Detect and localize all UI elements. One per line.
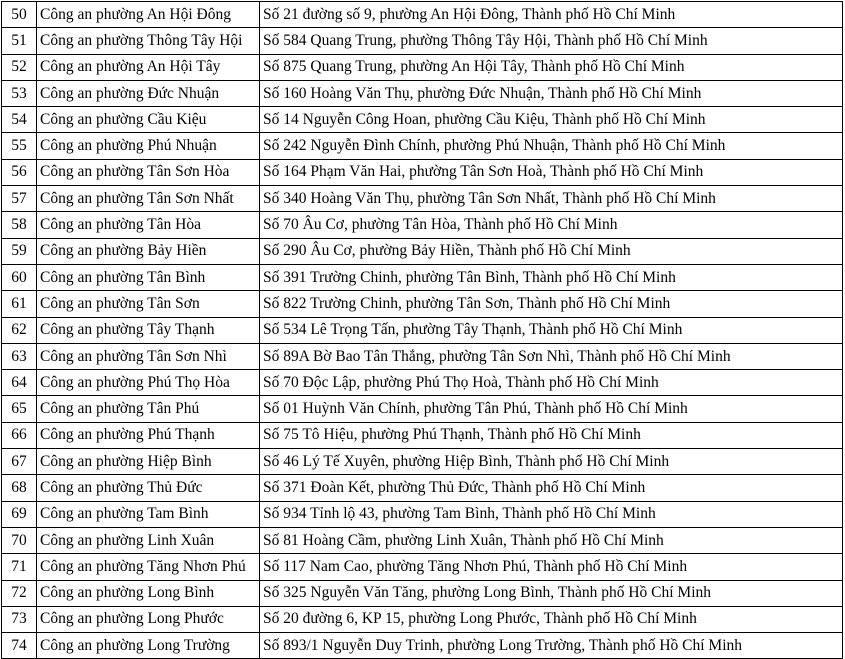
station-address-cell: Số 822 Trường Chinh, phường Tân Sơn, Thành phố Hồ Chí Minh (260, 291, 843, 317)
row-number-cell: 52 (2, 54, 37, 80)
table-row (2, 133, 843, 159)
station-address-cell: Số 584 Quang Trung, phường Thông Tây Hội, Thành phố Hồ Chí Minh (260, 28, 843, 54)
row-number-cell: 58 (2, 212, 37, 238)
row-number-cell: 67 (2, 449, 37, 475)
station-address-cell: Số 893/1 Nguyễn Duy Trinh, phường Long Trường, Thành phố Hồ Chí Minh (260, 633, 843, 659)
row-number-cell: 61 (2, 291, 37, 317)
table-row (2, 554, 843, 580)
station-name-cell: Công an phường Long Trường (37, 633, 260, 659)
station-name-cell: Công an phường Linh Xuân (37, 527, 260, 553)
station-address-cell: Số 117 Nam Cao, phường Tăng Nhơn Phú, Thành phố Hồ Chí Minh (260, 554, 843, 580)
station-address-cell: Số 242 Nguyễn Đình Chính, phường Phú Nhuận, Thành phố Hồ Chí Minh (260, 133, 843, 159)
station-address-cell: Số 14 Nguyễn Công Hoan, phường Cầu Kiệu, Thành phố Hồ Chí Minh (260, 107, 843, 133)
row-number-cell: 63 (2, 343, 37, 369)
table-row (2, 54, 843, 80)
row-number-cell: 64 (2, 370, 37, 396)
station-name-cell: Công an phường Tân Bình (37, 264, 260, 290)
station-address-cell: Số 81 Hoàng Cầm, phường Linh Xuân, Thành phố Hồ Chí Minh (260, 527, 843, 553)
station-address-cell: Số 290 Âu Cơ, phường Bảy Hiền, Thành phố Hồ Chí Minh (260, 238, 843, 264)
row-number-cell: 56 (2, 159, 37, 185)
station-address-cell: Số 46 Lý Tế Xuyên, phường Hiệp Bình, Thành phố Hồ Chí Minh (260, 449, 843, 475)
station-name-cell: Công an phường Tân Sơn Nhất (37, 186, 260, 212)
police-station-table (1, 1, 843, 659)
table-row (2, 107, 843, 133)
station-name-cell: Công an phường Tân Hòa (37, 212, 260, 238)
row-number-cell: 69 (2, 501, 37, 527)
row-number-cell: 68 (2, 475, 37, 501)
station-name-cell: Công an phường Tây Thạnh (37, 317, 260, 343)
table-row (2, 159, 843, 185)
station-name-cell: Công an phường Tân Sơn Nhì (37, 343, 260, 369)
row-number-cell: 50 (2, 2, 37, 28)
table-row (2, 606, 843, 632)
table-row (2, 264, 843, 290)
station-name-cell: Công an phường Phú Nhuận (37, 133, 260, 159)
table-row (2, 527, 843, 553)
table-row (2, 343, 843, 369)
table-row (2, 633, 843, 659)
row-number-cell: 72 (2, 580, 37, 606)
row-number-cell: 51 (2, 28, 37, 54)
row-number-cell: 65 (2, 396, 37, 422)
station-name-cell: Công an phường Phú Thạnh (37, 422, 260, 448)
table-row (2, 80, 843, 106)
station-address-cell: Số 70 Độc Lập, phường Phú Thọ Hoà, Thành phố Hồ Chí Minh (260, 370, 843, 396)
station-address-cell: Số 934 Tỉnh lộ 43, phường Tam Bình, Thành phố Hồ Chí Minh (260, 501, 843, 527)
station-address-cell: Số 89A Bờ Bao Tân Thắng, phường Tân Sơn Nhì, Thành phố Hồ Chí Minh (260, 343, 843, 369)
station-name-cell: Công an phường Phú Thọ Hòa (37, 370, 260, 396)
table-row (2, 2, 843, 28)
row-number-cell: 66 (2, 422, 37, 448)
station-address-cell: Số 01 Huỳnh Văn Chính, phường Tân Phú, Thành phố Hồ Chí Minh (260, 396, 843, 422)
station-address-cell: Số 391 Trường Chinh, phường Tân Bình, Thành phố Hồ Chí Minh (260, 264, 843, 290)
station-address-cell: Số 75 Tô Hiệu, phường Phú Thạnh, Thành phố Hồ Chí Minh (260, 422, 843, 448)
row-number-cell: 71 (2, 554, 37, 580)
station-name-cell: Công an phường Tăng Nhơn Phú (37, 554, 260, 580)
table-row (2, 370, 843, 396)
station-address-cell: Số 340 Hoàng Văn Thụ, phường Tân Sơn Nhất, Thành phố Hồ Chí Minh (260, 186, 843, 212)
station-name-cell: Công an phường Long Phước (37, 606, 260, 632)
station-address-cell: Số 371 Đoàn Kết, phường Thủ Đức, Thành phố Hồ Chí Minh (260, 475, 843, 501)
table-row (2, 396, 843, 422)
station-name-cell: Công an phường An Hội Đông (37, 2, 260, 28)
row-number-cell: 73 (2, 606, 37, 632)
table-row (2, 317, 843, 343)
row-number-cell: 54 (2, 107, 37, 133)
station-address-cell: Số 534 Lê Trọng Tấn, phường Tây Thạnh, Thành phố Hồ Chí Minh (260, 317, 843, 343)
station-address-cell: Số 875 Quang Trung, phường An Hội Tây, Thành phố Hồ Chí Minh (260, 54, 843, 80)
station-name-cell: Công an phường Tam Bình (37, 501, 260, 527)
table-row (2, 501, 843, 527)
table-row (2, 186, 843, 212)
row-number-cell: 59 (2, 238, 37, 264)
station-name-cell: Công an phường Long Bình (37, 580, 260, 606)
station-address-cell: Số 164 Phạm Văn Hai, phường Tân Sơn Hoà, Thành phố Hồ Chí Minh (260, 159, 843, 185)
station-name-cell: Công an phường Đức Nhuận (37, 80, 260, 106)
station-name-cell: Công an phường Tân Sơn Hòa (37, 159, 260, 185)
station-address-cell: Số 160 Hoàng Văn Thụ, phường Đức Nhuận, Thành phố Hồ Chí Minh (260, 80, 843, 106)
station-name-cell: Công an phường Thông Tây Hội (37, 28, 260, 54)
row-number-cell: 57 (2, 186, 37, 212)
row-number-cell: 53 (2, 80, 37, 106)
table-row (2, 475, 843, 501)
station-name-cell: Công an phường Bảy Hiền (37, 238, 260, 264)
row-number-cell: 60 (2, 264, 37, 290)
station-name-cell: Công an phường An Hội Tây (37, 54, 260, 80)
table-row (2, 28, 843, 54)
table-row (2, 291, 843, 317)
station-address-cell: Số 325 Nguyễn Văn Tăng, phường Long Bình, Thành phố Hồ Chí Minh (260, 580, 843, 606)
station-name-cell: Công an phường Tân Sơn (37, 291, 260, 317)
station-name-cell: Công an phường Thủ Đức (37, 475, 260, 501)
row-number-cell: 70 (2, 527, 37, 553)
table-row (2, 212, 843, 238)
table-row (2, 238, 843, 264)
table-row (2, 580, 843, 606)
row-number-cell: 55 (2, 133, 37, 159)
row-number-cell: 62 (2, 317, 37, 343)
station-name-cell: Công an phường Cầu Kiệu (37, 107, 260, 133)
table-body (2, 2, 843, 659)
station-address-cell: Số 70 Âu Cơ, phường Tân Hòa, Thành phố Hồ Chí Minh (260, 212, 843, 238)
station-address-cell: Số 20 đường 6, KP 15, phường Long Phước, Thành phố Hồ Chí Minh (260, 606, 843, 632)
station-address-cell: Số 21 đường số 9, phường An Hội Đông, Thành phố Hồ Chí Minh (260, 2, 843, 28)
row-number-cell: 74 (2, 633, 37, 659)
station-name-cell: Công an phường Tân Phú (37, 396, 260, 422)
table-row (2, 422, 843, 448)
station-name-cell: Công an phường Hiệp Bình (37, 449, 260, 475)
table-row (2, 449, 843, 475)
